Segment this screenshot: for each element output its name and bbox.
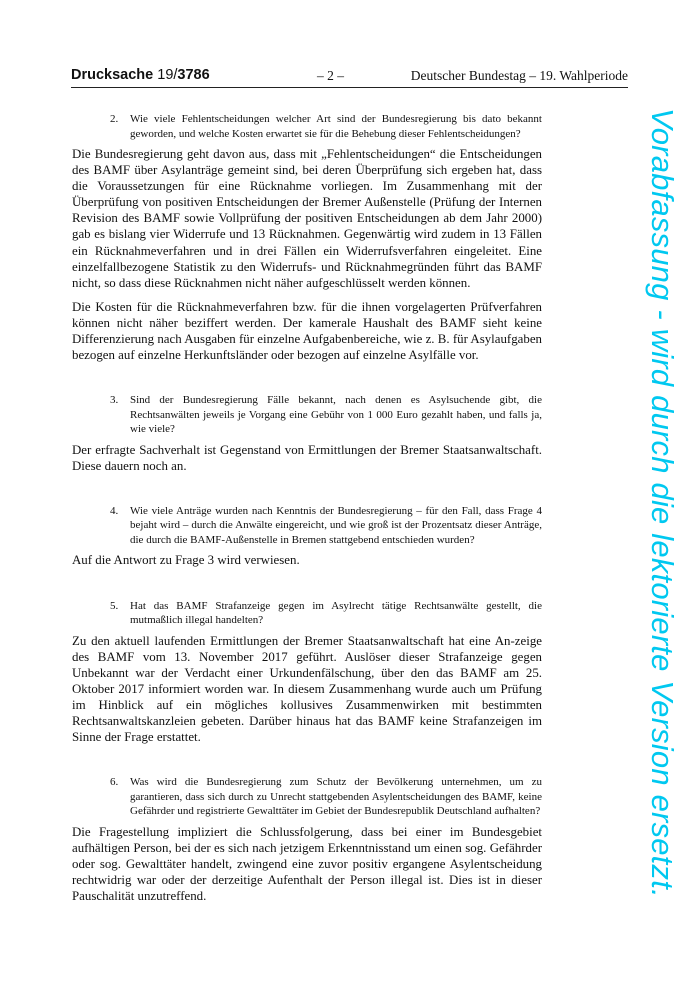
question-6: [110, 775, 542, 819]
question-text: Hat das BAMF Strafanzeige gegen im Asylrecht tätige Rechtsanwälte gestellt, die mutmaßlich illegal handelten?: [130, 599, 542, 626]
doc-prefix: 19/: [157, 67, 178, 83]
section-gap: [72, 577, 542, 599]
section-gap: [72, 753, 542, 775]
watermark-text: Vorabfassung - wird durch die lektorierte Version ersetzt.: [645, 108, 680, 898]
document-number: [71, 67, 210, 83]
question-number: 3.: [110, 394, 119, 407]
doc-number: 3786: [177, 67, 210, 83]
question-5: [110, 599, 542, 628]
page-header: [71, 67, 628, 88]
question-number: 2.: [110, 113, 119, 125]
answer-paragraph: Die Kosten für die Rücknahmeverfahren bzw. für die ihnen vorgelagerten Prüfverfahren können nicht näher beziffert werden. Der kamerale Haushalt des BAMF sieht keine Differenzierung nach Ausgaben für einzelne Aufgabenbereiche, wie z. B. für Asylaufgaben bezogen auf einzelne Herkunftsländer oder bezogen auf einzelne Asylfälle vor.: [72, 299, 542, 363]
question-number: 6.: [110, 776, 119, 789]
question-text: Was wird die Bundesregierung zum Schutz der Bevölkerung unternehmen, um zu garantieren, dass sich durch zu Unrecht stattgebenden Asylentscheidungen des BAMF, keine Gefährder und registrierte Gewalttäter im Gebiet der Bundesrepublik Deutschland aufhalten?: [130, 776, 542, 818]
question-3: [110, 393, 542, 437]
document-body: [72, 112, 542, 912]
section-gap: [72, 482, 542, 504]
question-2: [110, 112, 542, 141]
preliminary-version-watermark: [640, 108, 680, 908]
section-gap: [72, 371, 542, 393]
question-number: 4.: [110, 504, 119, 517]
question-4: [110, 504, 542, 548]
answer-paragraph: Auf die Antwort zu Frage 3 wird verwiesen.: [72, 553, 300, 568]
answer-paragraph: Zu den aktuell laufenden Ermittlungen der Bremer Staatsanwaltschaft hat eine An-zeige des BAMF vom 13. November 2017 geführt. Auslöser dieser Strafanzeige gegen Unbekannt war der Verdacht einer Urkundenfälschung, über den das BAMF am 25. Oktober 2017 informiert worden war. In diesem Zusammenhang wurde auch um Prüfung im Hinblick auf ein mögliches kollusives Zusammenwirken mit bestimmten Rechtsanwaltskanzleien gebeten. Darüber hinaus hat das BAMF keine Strafanzeigen im Sinne der Frage erstattet.: [72, 633, 542, 745]
answer-paragraph: Die Fragestellung impliziert die Schlussfolgerung, dass bei einer im Bundesgebiet aufhältigen Person, bei der es sich nach jetzigem Erkenntnisstand um einen sog. Gefährder oder sog. Gewalttäter handelt, zwingend eine zuvor positiv ergangene Asylentscheidung rechtwidrig war oder der derzeitige Aufenthalt der Person illegal ist. Dies ist in dieser Pauschalität unzutreffend.: [72, 824, 542, 904]
question-text: Wie viele Anträge wurden nach Kenntnis der Bundesregierung – für den Fall, dass Frage 4 bejaht wird – durch die Anwälte eingereicht, und wie groß ist der Prozentsatz dieser Anträge, die durch die BAMF-Außenstelle in Bremen stattgebend entschieden wurden?: [130, 504, 542, 546]
doc-label: Drucksache: [71, 67, 154, 83]
page-number: – 2 –: [317, 68, 344, 83]
question-text: Sind der Bundesregierung Fälle bekannt, nach denen es Asylsuchende gibt, die Rechtsanwälten jeweils je Vorgang eine Gebühr von 1 000 Euro gezahlt haben, und falls ja, wie viele?: [130, 394, 542, 436]
answer-paragraph: Der erfragte Sachverhalt ist Gegenstand von Ermittlungen der Bremer Staatsanwaltschaft. Diese dauern noch an.: [72, 442, 542, 473]
publisher: Deutscher Bundestag – 19. Wahlperiode: [410, 68, 628, 83]
question-text: Wie viele Fehlentscheidungen welcher Art sind der Bundesregierung bis dato bekannt geworden, und welche Kosten erwartet sie für die Behebung dieser Fehlentscheidungen?: [130, 113, 542, 140]
question-number: 5.: [110, 599, 119, 612]
answer-paragraph: Die Bundesregierung geht davon aus, dass mit „Fehlentscheidungen“ die Entscheidungen des BAMF über Asylanträge gemeint sind, bei deren Überprüfung sich ergeben hat, dass die Voraussetzungen für eine Rücknahme vorliegen. Im Zusammenhang mit der Überprüfung von positiven Entscheidungen der Bremer Außenstelle (Prüfung der Internen Revision des BAMF sowie Vollprüfung der positiven Entscheidungen ab dem Jahr 2000) gab es bislang vier Widerrufe und 13 Rücknahmen. Gegenwärtig wird zudem in 13 Fällen ein Rücknahmeverfahren und in drei Fällen ein Widerrufsverfahren eingeleitet. Eine einzelfallbezogene Statistik zu den Widerrufs- und Rücknahmegründen führt das BAMF nicht, so dass diese Rücknahmen nicht näher aufgeschlüsselt werden können.: [72, 147, 542, 290]
